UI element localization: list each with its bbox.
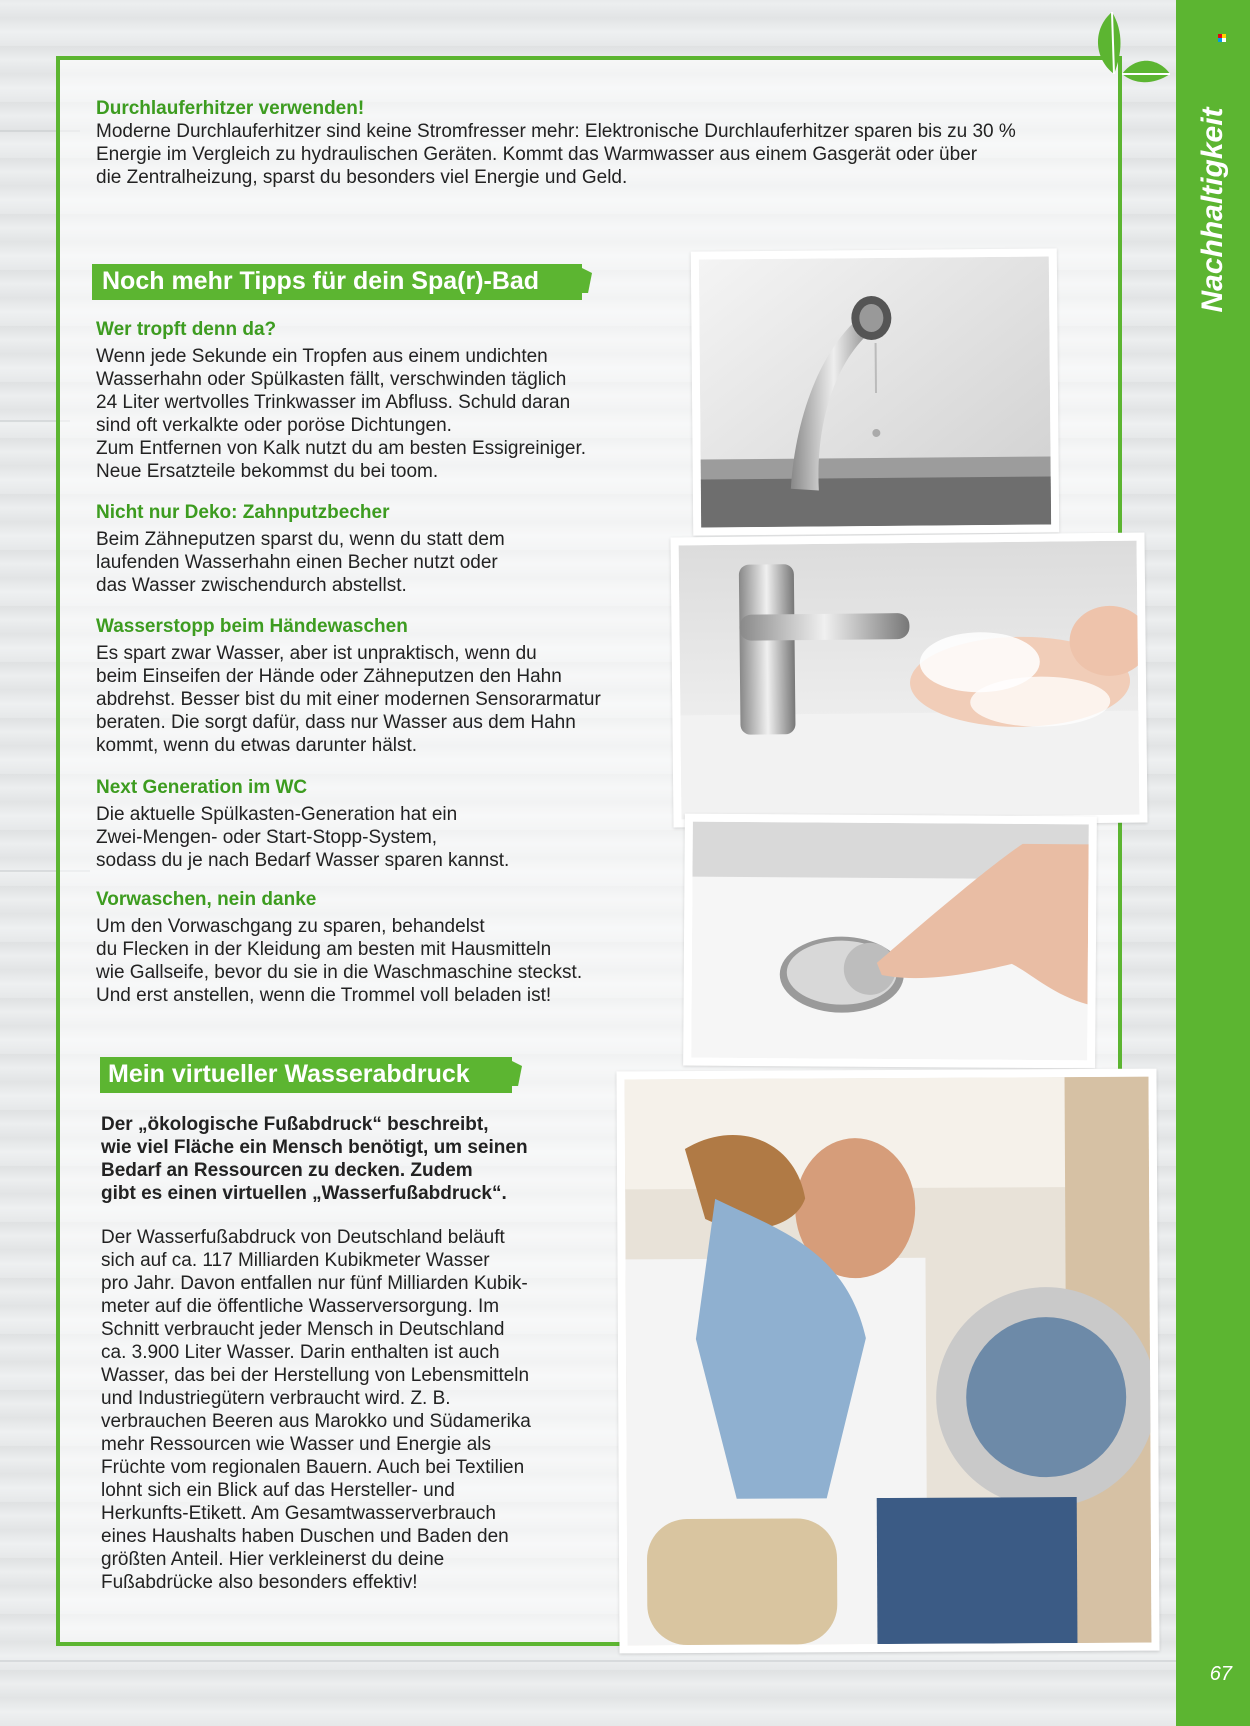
tip-heading: Next Generation im WC <box>96 777 308 798</box>
section-banner: Mein virtueller Wasserabdruck <box>100 1057 512 1093</box>
tip-heading: Vorwaschen, nein danke <box>96 889 317 910</box>
tip-block <box>96 319 676 483</box>
body-line: sich auf ca. 117 Milliarden Kubikmeter Wasser <box>101 1250 490 1271</box>
faucet-drip-photo <box>691 248 1059 535</box>
body-line: pro Jahr. Davon entfallen nur fünf Milliarden Kubik- <box>101 1273 528 1294</box>
tip-block <box>96 502 676 597</box>
section-banner: Noch mehr Tipps für dein Spa(r)-Bad <box>92 264 582 300</box>
body-line: ca. 3.900 Liter Wasser. Darin enthalten ist auch <box>101 1342 500 1363</box>
brand-logo-icon <box>1218 34 1226 42</box>
body-line: mehr Ressourcen wie Wasser und Energie als <box>101 1434 492 1455</box>
wood-texture <box>0 1660 1176 1662</box>
side-strip <box>1176 0 1250 1726</box>
tip-line: beim Einseifen der Hände oder Zähneputzen den Hahn <box>96 666 562 687</box>
handwashing-photo <box>670 533 1147 828</box>
father-daughter-photo <box>616 1069 1159 1654</box>
body-block <box>101 1226 621 1594</box>
lead-line: Der „ökologische Fußabdruck“ beschreibt, <box>101 1114 489 1135</box>
body-line: Der Wasserfußabdruck von Deutschland beläuft <box>101 1227 505 1248</box>
section-title: Nachhaltigkeit <box>1196 107 1229 313</box>
lead-line: Bedarf an Ressourcen zu decken. Zudem <box>101 1160 473 1181</box>
tip-heading: Wer tropft denn da? <box>96 319 277 340</box>
intro-block <box>96 98 1096 189</box>
intro-heading: Durchlauferhitzer verwenden! <box>96 98 365 119</box>
tip-line: Wasserhahn oder Spülkasten fällt, verschwinden täglich <box>96 369 567 390</box>
tip-line: kommt, wenn du etwas darunter hälst. <box>96 735 418 756</box>
body-line: lohnt sich ein Blick auf das Hersteller- und <box>101 1480 455 1501</box>
tip-block <box>96 777 676 872</box>
tip-line: Die aktuelle Spülkasten-Generation hat ein <box>96 804 458 825</box>
lead-block <box>101 1113 621 1205</box>
body-line: verbrauchen Beeren aus Marokko und Südamerika <box>101 1411 531 1432</box>
tip-heading: Nicht nur Deko: Zahnputzbecher <box>96 502 390 523</box>
tip-line: Zum Entfernen von Kalk nutzt du am besten Essigreiniger. <box>96 438 587 459</box>
leaf-icon <box>1082 4 1172 94</box>
tip-line: Und erst anstellen, wenn die Trommel voll beladen ist! <box>96 985 552 1006</box>
tip-line: sind oft verkalkte oder poröse Dichtungen. <box>96 415 452 436</box>
tip-line: beraten. Die sorgt dafür, dass nur Wasser aus dem Hahn <box>96 712 576 733</box>
tip-line: Neue Ersatzteile bekommst du bei toom. <box>96 461 439 482</box>
tip-line: abdrehst. Besser bist du mit einer modernen Sensorarmatur <box>96 689 601 710</box>
body-line: eines Haushalts haben Duschen und Baden den <box>101 1526 509 1547</box>
tip-line: Es spart zwar Wasser, aber ist unpraktisch, wenn du <box>96 643 537 664</box>
body-line: Wasser, das bei der Herstellung von Lebensmitteln <box>101 1365 530 1386</box>
intro-line: die Zentralheizung, sparst du besonders viel Energie und Geld. <box>96 167 628 188</box>
body-line: größten Anteil. Hier verkleinerst du deine <box>101 1549 445 1570</box>
body-line: Fußabdrücke also besonders effektiv! <box>101 1572 418 1593</box>
tip-line: sodass du je nach Bedarf Wasser sparen kannst. <box>96 850 510 871</box>
lead-line: wie viel Fläche ein Mensch benötigt, um seinen <box>101 1137 528 1158</box>
body-line: meter auf die öffentliche Wasserversorgung. Im <box>101 1296 500 1317</box>
tip-line: das Wasser zwischendurch abstellst. <box>96 575 407 596</box>
body-line: Früchte vom regionalen Bauern. Auch bei Textilien <box>101 1457 525 1478</box>
flush-button-photo <box>683 814 1097 1069</box>
body-line: Schnitt verbraucht jeder Mensch in Deutschland <box>101 1319 505 1340</box>
tip-block <box>96 889 676 1007</box>
lead-line: gibt es einen virtuellen „Wasserfußabdruck“. <box>101 1183 507 1204</box>
page-number: 67 <box>1209 1663 1232 1685</box>
intro-line: Moderne Durchlauferhitzer sind keine Stromfresser mehr: Elektronische Durchlauferhitzer sparen bis zu 30 % <box>96 121 1016 142</box>
tip-line: du Flecken in der Kleidung am besten mit Hausmitteln <box>96 939 552 960</box>
tip-line: wie Gallseife, bevor du sie in die Waschmaschine steckst. <box>96 962 583 983</box>
tip-line: 24 Liter wertvolles Trinkwasser im Abfluss. Schuld daran <box>96 392 571 413</box>
tip-line: Um den Vorwaschgang zu sparen, behandelst <box>96 916 485 937</box>
body-line: und Industriegütern verbraucht wird. Z. B. <box>101 1388 451 1409</box>
tip-heading: Wasserstopp beim Händewaschen <box>96 616 408 637</box>
intro-line: Energie im Vergleich zu hydraulischen Geräten. Kommt das Warmwasser aus einem Gasgerät oder über <box>96 144 978 165</box>
tip-line: Beim Zähneputzen sparst du, wenn du statt dem <box>96 529 505 550</box>
tip-line: Zwei-Mengen- oder Start-Stopp-System, <box>96 827 438 848</box>
body-line: Herkunfts-Etikett. Am Gesamtwasserverbrauch <box>101 1503 496 1524</box>
tip-line: laufenden Wasserhahn einen Becher nutzt oder <box>96 552 498 573</box>
tip-line: Wenn jede Sekunde ein Tropfen aus einem undichten <box>96 346 548 367</box>
tip-block <box>96 616 676 757</box>
